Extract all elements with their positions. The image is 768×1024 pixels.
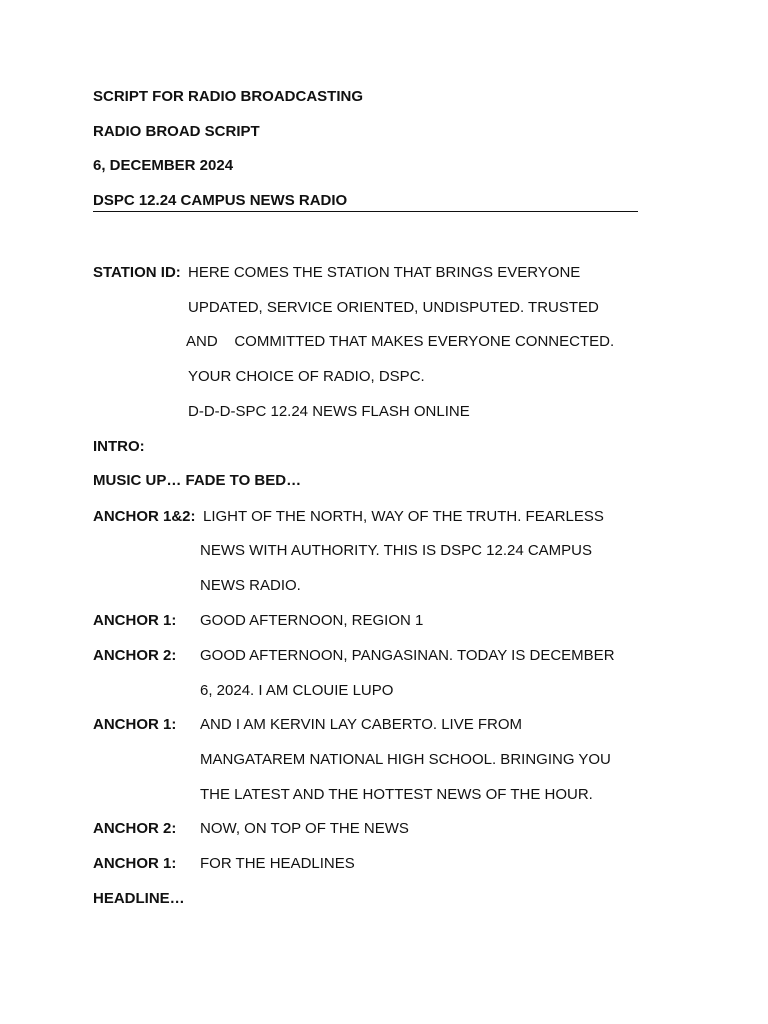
dialogue-line: THE LATEST AND THE HOTTEST NEWS OF THE HOUR. [200,786,593,803]
dialogue-line: GOOD AFTERNOON, PANGASINAN. TODAY IS DECEMBER [200,647,615,664]
speaker-label: ANCHOR 2: [93,820,177,837]
speaker-label: ANCHOR 1: [93,855,177,872]
script-subtitle: RADIO BROAD SCRIPT [93,123,260,140]
dialogue-line: MANGATAREM NATIONAL HIGH SCHOOL. BRINGING YOU [200,751,611,768]
music-cue: MUSIC UP… FADE TO BED… [93,472,302,489]
dialogue-line: LIGHT OF THE NORTH, WAY OF THE TRUTH. FEARLESS [203,508,604,525]
dialogue-line: GOOD AFTERNOON, REGION 1 [200,612,424,629]
dialogue-line: AND I AM KERVIN LAY CABERTO. LIVE FROM [200,716,523,733]
dialogue-line: NEWS WITH AUTHORITY. THIS IS DSPC 12.24 CAMPUS [200,542,593,559]
dialogue-line: NOW, ON TOP OF THE NEWS [200,820,409,837]
speaker-label: ANCHOR 1&2: [93,508,196,525]
dialogue-line: FOR THE HEADLINES [200,855,355,872]
header-underline [93,211,638,212]
intro-label: INTRO: [93,438,145,455]
station-name: DSPC 12.24 CAMPUS NEWS RADIO [93,192,348,209]
station-id-line: YOUR CHOICE OF RADIO, DSPC. [188,368,425,385]
speaker-label: ANCHOR 1: [93,612,177,629]
speaker-label: ANCHOR 1: [93,716,177,733]
station-id-line: UPDATED, SERVICE ORIENTED, UNDISPUTED. TRUSTED [188,299,599,316]
script-date: 6, DECEMBER 2024 [93,157,234,174]
station-id-line: AND COMMITTED THAT MAKES EVERYONE CONNECTED. [186,333,615,350]
station-id-line: HERE COMES THE STATION THAT BRINGS EVERYONE [188,264,581,281]
dialogue-line: 6, 2024. I AM CLOUIE LUPO [200,682,394,699]
station-id-line: D-D-D-SPC 12.24 NEWS FLASH ONLINE [188,403,470,420]
script-title: SCRIPT FOR RADIO BROADCASTING [93,88,363,105]
headline-cue: HEADLINE… [93,890,185,907]
dialogue-line: NEWS RADIO. [200,577,301,594]
speaker-label: ANCHOR 2: [93,647,177,664]
station-id-label: STATION ID: [93,264,181,281]
